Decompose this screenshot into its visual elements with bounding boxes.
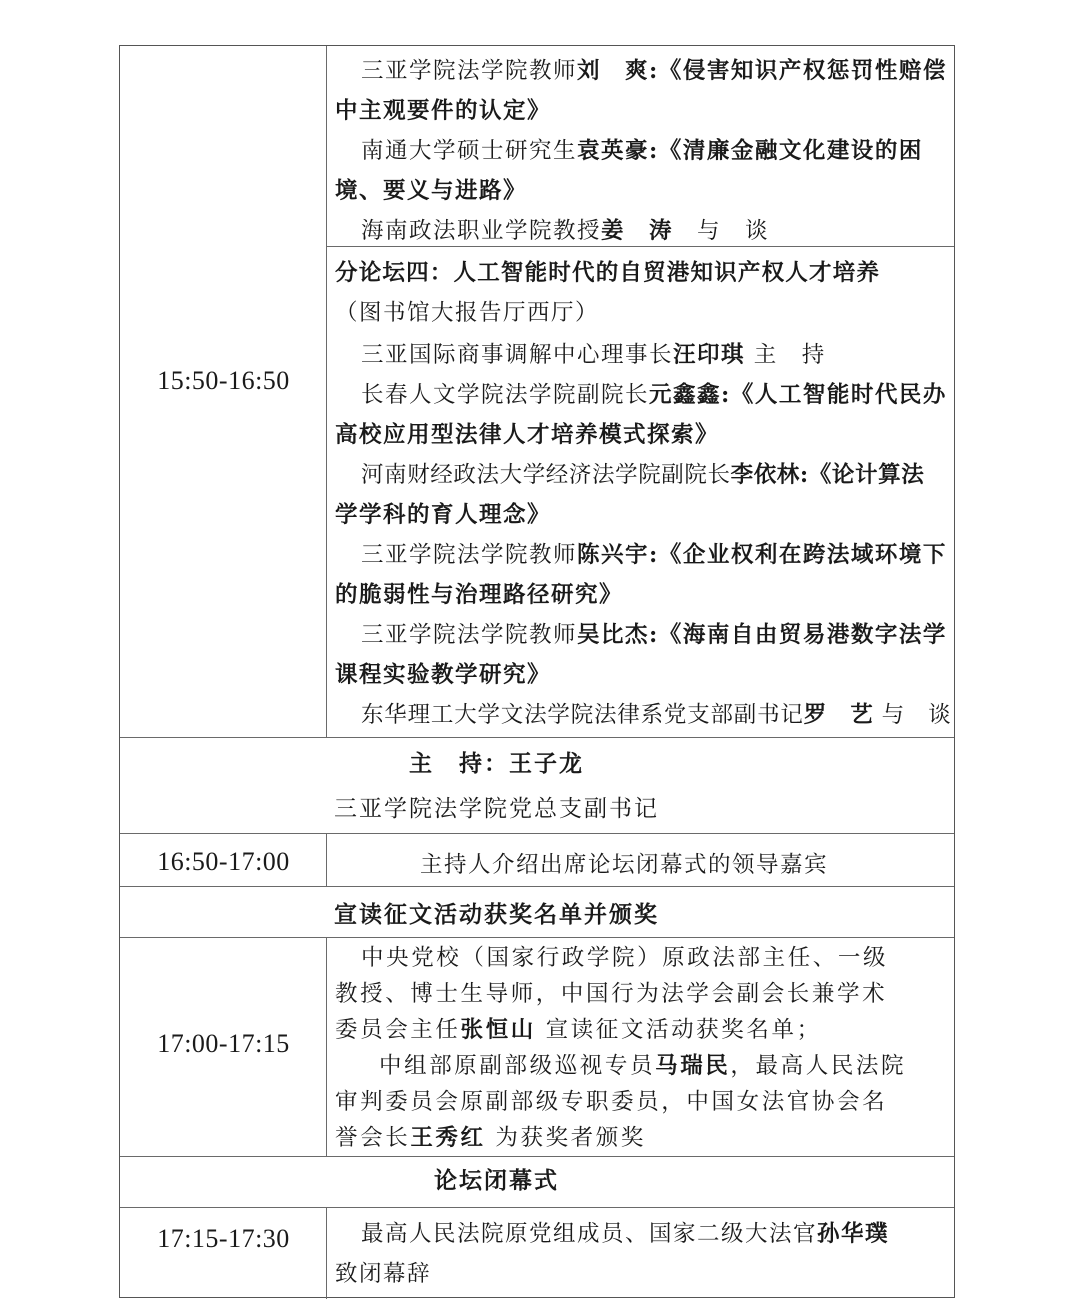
speaker-name: 吴比杰: [577, 622, 650, 648]
time-slot: 16:50-17:00: [157, 847, 290, 876]
talk-title: :《海南自由贸易港数字法学: [649, 622, 947, 648]
row-divider: [120, 1156, 954, 1157]
speaker-name: 马瑞民: [655, 1053, 731, 1079]
closing-host-label: 主 持：王子龙: [409, 750, 584, 777]
time-slot: 15:50-16:50: [157, 366, 290, 395]
forum-4-section: [335, 253, 950, 735]
speaker-name: 汪印琪: [673, 342, 746, 368]
talk-title-cont: 高校应用型法律人才培养模式探索》: [335, 422, 720, 448]
talk-item: 三亚学院法学院教师吴比杰:《海南自由贸易港数字法学: [361, 622, 947, 648]
talk-title: :《侵害知识产权惩罚性赔偿: [649, 58, 947, 84]
speaker-name: 陈兴宇: [577, 542, 650, 568]
closing-speech-text: 最高人民法院原党组成员、国家二级大法官孙华璞 致闭幕辞: [335, 1221, 890, 1287]
speaker-name: 元鑫鑫: [649, 382, 722, 408]
discussant: 东华理工大学文法学院法律系党支部副书记罗 艺 与 谈: [361, 702, 952, 728]
talk-title: :《论计算法: [799, 462, 925, 488]
closing-heading: 论坛闭幕式: [434, 1167, 559, 1194]
talk-title-cont: 境、要义与进路》: [335, 178, 528, 204]
talk-item: 三亚学院法学院教师刘 爽:《侵害知识产权惩罚性赔偿: [361, 58, 947, 84]
row-divider: [120, 886, 954, 887]
talk-item: 南通大学硕士研究生袁英豪:《清廉金融文化建设的困: [361, 138, 923, 164]
talk-item: 河南财经政法大学经济法学院副院长李依林:《论计算法: [361, 462, 925, 488]
speaker-name: 罗 艺: [803, 702, 874, 728]
speaker-name: 袁英豪: [577, 138, 650, 164]
row-divider: [120, 1207, 954, 1208]
forum-title: 分论坛四：人工智能时代的自贸港知识产权人才培养: [335, 260, 881, 286]
row-divider: [120, 937, 954, 938]
intro-guests-text: 主持人介绍出席论坛闭幕式的领导嘉宾: [420, 852, 829, 878]
talk-title: :《清廉金融文化建设的困: [649, 138, 923, 164]
talk-item: 长春人文学院法学院副院长元鑫鑫:《人工智能时代民办: [361, 382, 947, 408]
talk-title: :《人工智能时代民办: [721, 382, 947, 408]
speaker-name: 王秀红: [410, 1125, 486, 1151]
talk-list: [335, 51, 950, 251]
speaker-name: 刘 爽: [577, 58, 650, 84]
discussant: 海南政法职业学院教授姜 涛 与 谈: [361, 218, 770, 244]
talk-title-cont: 中主观要件的认定》: [335, 98, 552, 124]
time-slot: 17:00-17:15: [157, 1029, 290, 1058]
speaker-name: 姜 涛: [601, 218, 674, 244]
talk-title: :《企业权利在跨法域环境下: [649, 542, 947, 568]
time-slot: 17:15-17:30: [157, 1224, 290, 1253]
speaker-name: 李依林: [730, 462, 800, 488]
forum-host: 三亚国际商事调解中心理事长汪印琪 主 持: [361, 342, 826, 368]
talk-title-cont: 的脆弱性与治理路径研究》: [335, 582, 624, 608]
awards-heading: 宣读征文活动获奖名单并颁奖: [334, 901, 659, 928]
schedule-table: [119, 45, 955, 1298]
talk-title-cont: 课程实验教学研究》: [335, 662, 552, 688]
closing-host-title: 三亚学院法学院党总支副书记: [334, 796, 659, 822]
talk-item: 三亚学院法学院教师陈兴宇:《企业权利在跨法域环境下: [361, 542, 947, 568]
speaker-name: 孙华璞: [817, 1221, 890, 1247]
row-divider: [120, 833, 954, 834]
awards-text: 中央党校（国家行政学院）原政法部主任、一级 教授、博士生导师，中国行为法学会副会长兼学术 委员会主任张恒山 宣读征文活动获奖名单； 中组部原副部级巡视专员马瑞民，最高人民法院 审判委员会原副部级专职委员，中国女法官协会名 誉会长王秀红 为获奖者颁奖: [335, 945, 907, 1151]
talk-title-cont: 学学科的育人理念》: [335, 502, 552, 528]
forum-venue: （图书馆大报告厅西厅）: [335, 300, 600, 326]
speaker-name: 张恒山: [460, 1017, 536, 1043]
row-divider: [120, 737, 954, 738]
